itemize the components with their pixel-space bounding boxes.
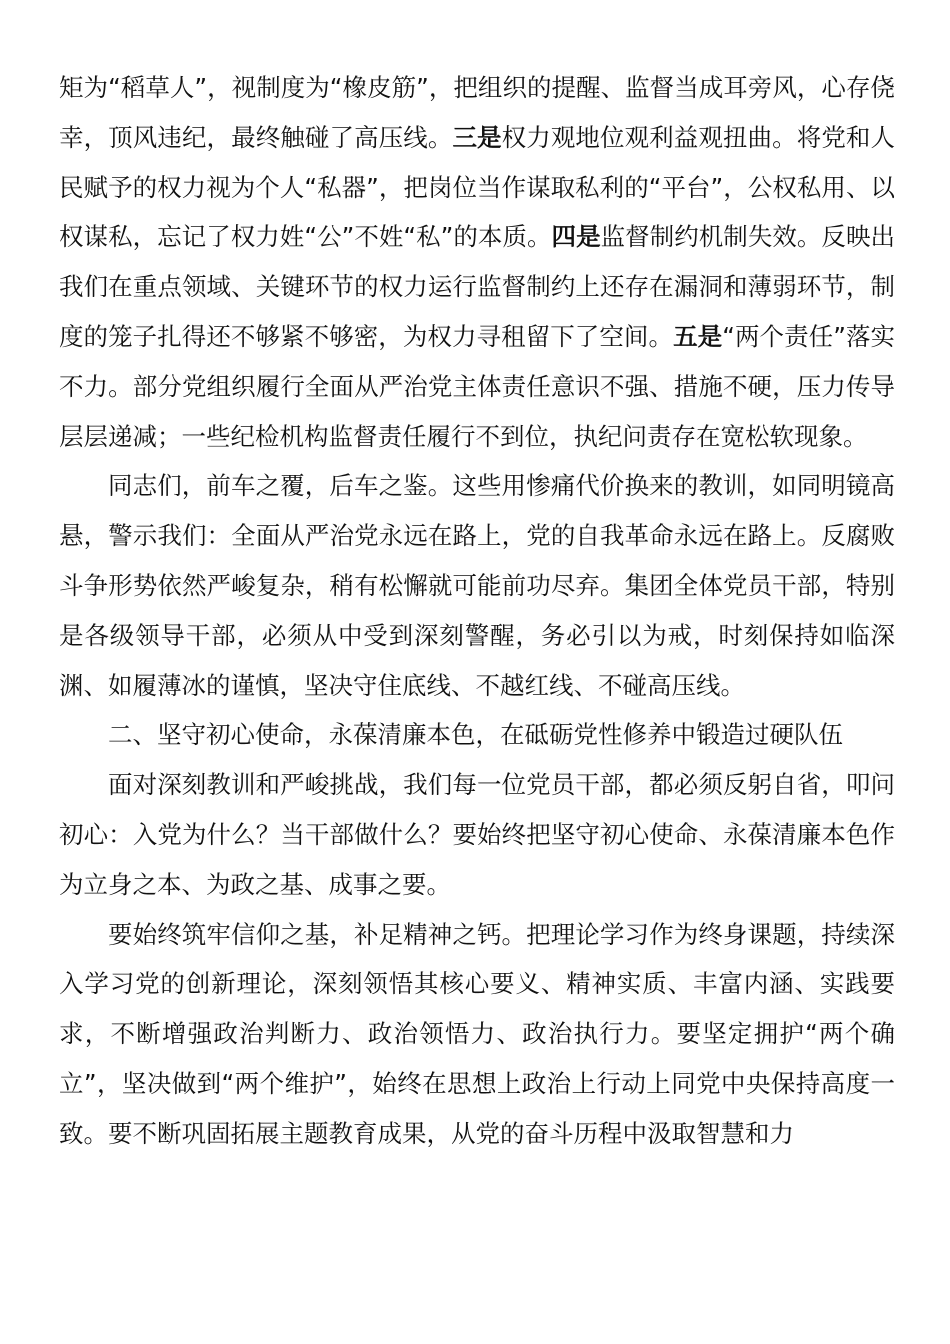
bold-marker-four: 四是 [551, 222, 601, 252]
paragraph-faith: 要始终筑牢信仰之基，补足精神之钙。把理论学习作为终身课题，持续深入学习党的创新理论，深刻领悟其核心要义、精神实质、丰富内涵、实践要求，不断增强政治判断力、政治领悟力、政治执行力。要坚定拥护“两个确立”，坚决做到“两个维护”，始终在思想上政治上行动上同党中央保持高度一致。要不断巩固拓展主题教育成果，从党的奋斗历程中汲取智慧和力 [59, 919, 895, 1148]
paragraph-warning: 同志们，前车之覆，后车之鉴。这些用惨痛代价换来的教训，如同明镜高悬，警示我们：全面从严治党永远在路上，党的自我革命永远在路上。反腐败斗争形势依然严峻复杂，稍有松懈就可能前功尽弃。集团全体党员干部，特别是各级领导干部，必须从中受到深刻警醒，务必引以为戒，时刻保持如临深渊、如履薄冰的谨慎，坚决守住底线、不越红线、不碰高压线。 [59, 471, 895, 700]
paragraph-reflection: 面对深刻教训和严峻挑战，我们每一位党员干部，都必须反躬自省，叩问初心：入党为什么？当干部做什么？要始终把坚守初心使命、永葆清廉本色作为立身之本、为政之基、成事之要。 [59, 770, 895, 899]
text-segment: 矩为“稻草人”，视制度为“橡皮筋”，把组织的提醒、监督当成耳旁风，心存侥幸，顶风违纪，最终触碰了高压线。 [59, 73, 895, 152]
bold-marker-three: 三是 [452, 122, 502, 152]
section-heading: 二、坚守初心使命，永葆清廉本色，在砥砺党性修养中锻造过硬队伍 [108, 720, 843, 750]
bold-marker-five: 五是 [673, 321, 723, 351]
text-segment: 监督制约机制失效。反映出我们在重点领域、关键环节的权力运行监督制约上还存在漏洞和薄弱环节，制度的笼子扎得还不够紧不够密，为权力寻租留下了空间。 [59, 222, 896, 351]
document-body [59, 63, 895, 1159]
paragraph-causes [59, 63, 895, 461]
text-segment: “两个责任”落实不力。部分党组织履行全面从严治党主体责任意识不强、措施不硬，压力传导层层递减；一些纪检机构监督责任履行不到位，执纪问责存在宽松软现象。 [59, 321, 896, 451]
text-segment: 权力观地位观利益观扭曲。将党和人民赋予的权力视为个人“私器”，把岗位当作谋取私利的“平台”，公权私用、以权谋私，忘记了权力姓“公”不姓“私”的本质。 [59, 122, 896, 252]
